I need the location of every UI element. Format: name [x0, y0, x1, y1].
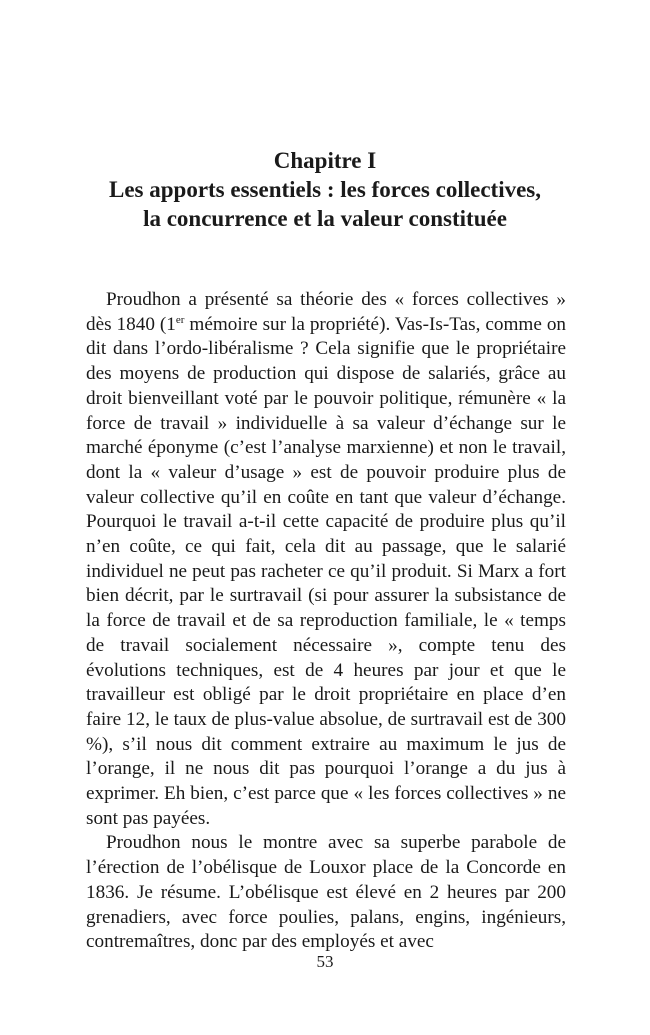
paragraph-1-start: Proudhon a présenté sa théorie des « forces collectives » dès 1840 (1 [86, 289, 566, 335]
body-text [86, 288, 566, 955]
chapter-heading [60, 146, 590, 233]
ordinal-superscript: er [175, 313, 185, 326]
chapter-label: Chapitre I [273, 148, 377, 173]
paragraph-1 [86, 288, 566, 831]
chapter-title-line-1: Les apports essentiels : les forces collectives, [108, 177, 541, 202]
chapter-title-line-2: la concurrence et la valeur constituée [143, 206, 507, 231]
page-number: 53 [316, 952, 334, 971]
paragraph-2: Proudhon nous le montre avec sa superbe parabole de l’érection de l’obélisque de Louxor place de la Concorde en 1836. Je résume. L’obélisque est élevé en 2 heures par 200 grenadiers, avec force poulies, palans, engins, ingénieurs, contremaîtres, donc par des employés et avec [86, 832, 566, 953]
paragraph-1-rest: mémoire sur la propriété). Vas-Is-Tas, comme on dit dans l’ordo-libéralisme ? Cela signifie que le propriétaire des moyens de production qui dispose de salariés, grâce au droit bienveillant voté par le pouvoir politique, rémunère « la force de travail » individuelle à sa valeur d’échange sur le marché éponyme (c’est l’analyse marxienne) et non le travail, dont la « valeur d’usage » est de pouvoir produire plus de valeur collective qu’il en coûte en tant que valeur d’échange. Pourquoi le travail a-t-il cette capacité de produire plus qu’il n’en coûte, ce qui fait, cela dit au passage, que le salarié individuel ne peut pas racheter ce qu’il produit. Si Marx a fort bien décrit, par le surtravail (si pour assurer la subsistance de la force de travail et de sa reproduction familiale, le « temps de travail socialement nécessaire », compte tenu des évolutions techniques, est de 4 heures par jour et que le travailleur est obligé par le droit propriétaire en place d’en faire 12, le taux de plus-value absolue, de surtravail est de 300 %), s’il nous dit comment extraire au maximum le jus de l’orange, il ne nous dit pas pourquoi l’orange a du jus à exprimer. Eh bien, c’est parce que « les forces collectives » ne sont pas payées. [86, 313, 567, 829]
